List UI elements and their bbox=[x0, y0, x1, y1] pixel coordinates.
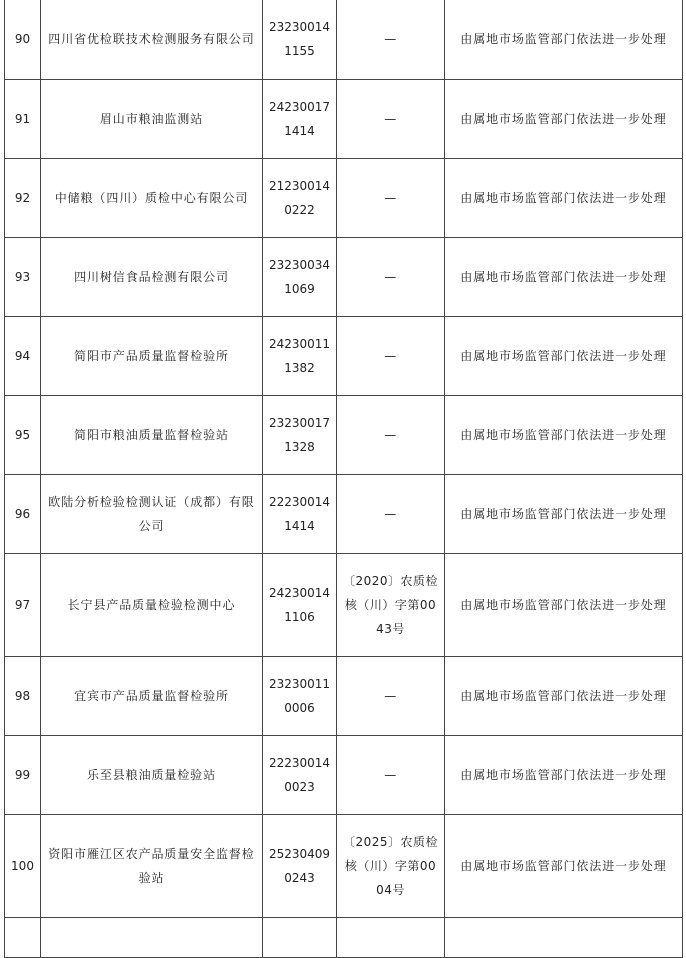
certificate-number-cell: — bbox=[337, 736, 445, 815]
registration-code-cell: 232300141155 bbox=[263, 0, 337, 80]
table-row bbox=[5, 396, 683, 475]
row-number-cell: 94 bbox=[5, 317, 41, 396]
table-row bbox=[5, 657, 683, 736]
table-row bbox=[5, 159, 683, 238]
handling-action-cell: 由属地市场监管部门依法进一步处理 bbox=[445, 80, 683, 159]
row-number-cell: 96 bbox=[5, 475, 41, 554]
table-row bbox=[5, 317, 683, 396]
registration-code-cell: 242300141106 bbox=[263, 554, 337, 657]
institution-name-cell: 宜宾市产品质量监督检验所 bbox=[41, 657, 263, 736]
row-number-cell bbox=[5, 918, 41, 958]
registration-code-cell: 232300110006 bbox=[263, 657, 337, 736]
row-number-cell: 100 bbox=[5, 815, 41, 918]
registration-code-cell: 232300341069 bbox=[263, 238, 337, 317]
registration-code-cell bbox=[263, 918, 337, 958]
certificate-number-cell: — bbox=[337, 238, 445, 317]
row-number-cell: 91 bbox=[5, 80, 41, 159]
certificate-number-cell bbox=[337, 918, 445, 958]
institution-name-cell: 眉山市粮油监测站 bbox=[41, 80, 263, 159]
certificate-number-cell: 〔2025〕农质检核（川）字第0004号 bbox=[337, 815, 445, 918]
handling-action-cell: 由属地市场监管部门依法进一步处理 bbox=[445, 396, 683, 475]
table-row bbox=[5, 0, 683, 80]
table-row bbox=[5, 918, 683, 958]
handling-action-cell: 由属地市场监管部门依法进一步处理 bbox=[445, 317, 683, 396]
inspection-institution-table bbox=[4, 0, 683, 958]
handling-action-cell: 由属地市场监管部门依法进一步处理 bbox=[445, 657, 683, 736]
handling-action-cell: 由属地市场监管部门依法进一步处理 bbox=[445, 815, 683, 918]
table-row bbox=[5, 736, 683, 815]
institution-name-cell: 欧陆分析检验检测认证（成都）有限公司 bbox=[41, 475, 263, 554]
table-row bbox=[5, 475, 683, 554]
registration-code-cell: 222300140023 bbox=[263, 736, 337, 815]
table-row bbox=[5, 554, 683, 657]
row-number-cell: 98 bbox=[5, 657, 41, 736]
registration-code-cell: 212300140222 bbox=[263, 159, 337, 238]
registration-code-cell: 242300171414 bbox=[263, 80, 337, 159]
institution-name-cell: 中储粮（四川）质检中心有限公司 bbox=[41, 159, 263, 238]
institution-name-cell: 四川树信食品检测有限公司 bbox=[41, 238, 263, 317]
certificate-number-cell: — bbox=[337, 657, 445, 736]
table-row bbox=[5, 80, 683, 159]
row-number-cell: 93 bbox=[5, 238, 41, 317]
handling-action-cell: 由属地市场监管部门依法进一步处理 bbox=[445, 159, 683, 238]
row-number-cell: 97 bbox=[5, 554, 41, 657]
handling-action-cell: 由属地市场监管部门依法进一步处理 bbox=[445, 475, 683, 554]
table-row bbox=[5, 815, 683, 918]
table-row bbox=[5, 238, 683, 317]
institution-name-cell: 乐至县粮油质量检验站 bbox=[41, 736, 263, 815]
row-number-cell: 92 bbox=[5, 159, 41, 238]
row-number-cell: 95 bbox=[5, 396, 41, 475]
row-number-cell: 99 bbox=[5, 736, 41, 815]
table-body bbox=[5, 0, 683, 958]
handling-action-cell: 由属地市场监管部门依法进一步处理 bbox=[445, 736, 683, 815]
row-number-cell: 90 bbox=[5, 0, 41, 80]
certificate-number-cell: — bbox=[337, 0, 445, 80]
handling-action-cell: 由属地市场监管部门依法进一步处理 bbox=[445, 554, 683, 657]
certificate-number-cell: — bbox=[337, 159, 445, 238]
handling-action-cell: 由属地市场监管部门依法进一步处理 bbox=[445, 0, 683, 80]
institution-name-cell: 简阳市产品质量监督检验所 bbox=[41, 317, 263, 396]
institution-name-cell: 资阳市雁江区农产品质量安全监督检验站 bbox=[41, 815, 263, 918]
institution-name-cell bbox=[41, 918, 263, 958]
institution-name-cell: 长宁县产品质量检验检测中心 bbox=[41, 554, 263, 657]
registration-code-cell: 232300171328 bbox=[263, 396, 337, 475]
institution-name-cell: 简阳市粮油质量监督检验站 bbox=[41, 396, 263, 475]
certificate-number-cell: 〔2020〕农质检核（川）字第0043号 bbox=[337, 554, 445, 657]
registration-code-cell: 222300141414 bbox=[263, 475, 337, 554]
certificate-number-cell: — bbox=[337, 317, 445, 396]
handling-action-cell bbox=[445, 918, 683, 958]
certificate-number-cell: — bbox=[337, 396, 445, 475]
certificate-number-cell: — bbox=[337, 475, 445, 554]
handling-action-cell: 由属地市场监管部门依法进一步处理 bbox=[445, 238, 683, 317]
registration-code-cell: 252304090243 bbox=[263, 815, 337, 918]
certificate-number-cell: — bbox=[337, 80, 445, 159]
registration-code-cell: 242300111382 bbox=[263, 317, 337, 396]
institution-name-cell: 四川省优检联技术检测服务有限公司 bbox=[41, 0, 263, 80]
